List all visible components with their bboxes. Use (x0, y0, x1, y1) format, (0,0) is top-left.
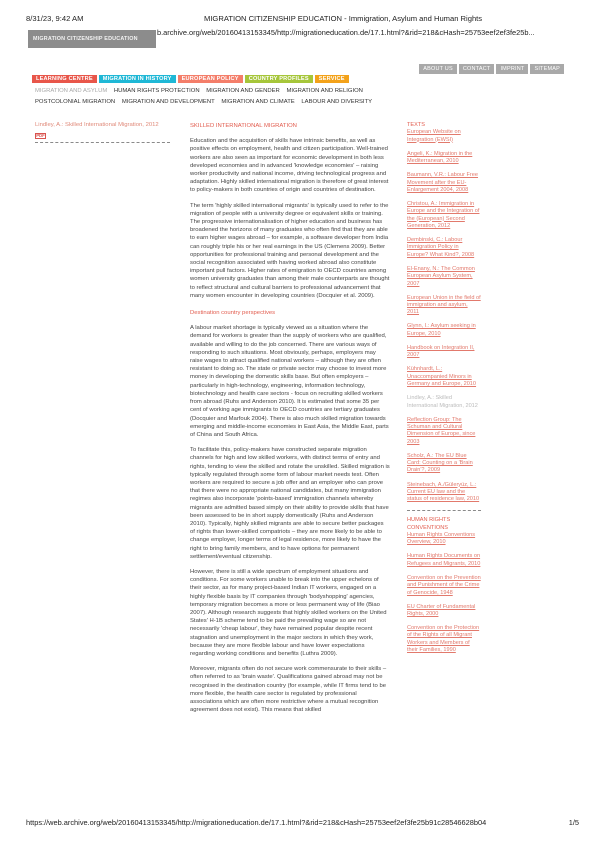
human-rights-link[interactable]: Human Rights Conventions Overview, 2010 (407, 531, 476, 546)
tab-country-profiles[interactable]: COUNTRY PROFILES (245, 75, 313, 83)
nav-about-us[interactable]: ABOUT US (419, 64, 457, 74)
right-sidebar (407, 122, 481, 661)
human-rights-link[interactable]: Convention on the Prevention and Punishment of the Crime of Genocide, 1948 (407, 574, 481, 596)
article-paragraph: To facilitate this, policy-makers have constructed separate migration channels for high and low skilled workers, with distinct terms of entry and rights, tending to view the skilled and rotate the unskilled. Skilled migration is typically regulated through some form of labour market needs test. Often workers are required to secure a job offer and an employer who can prove that there were no appropriate national candidates, but many immigration regimes also incorporate 'points-based' immigration channels whereby migrants are admitted based simply on their ability to provide skills that have been assessed to be in short supply domestically (Ruhs and Anderson 2010). Typically, highly skilled migrants are able to secure better packages of rights than lower-skilled compatriots – they are more likely to be able to change employer, longer terms of legal residence, more likely to have the right to bring family members, and to have options for permanent settlement/eventual citizenship. (190, 447, 390, 560)
subnav-row-1 (35, 88, 368, 94)
article-content (190, 122, 390, 714)
subnav-human-rights-protection[interactable]: HUMAN RIGHTS PROTECTION (113, 88, 200, 94)
tab-learning-centre[interactable]: LEARNING CENTRE (32, 75, 97, 83)
subnav-migration-and-asylum[interactable]: MIGRATION AND ASYLUM (35, 88, 108, 94)
page-number: 1/5 (568, 818, 579, 827)
texts-link[interactable]: Kühnhardt, L.: Unaccompanied Minors in Germany and Europe, 2010 (407, 366, 477, 388)
article-paragraph: A labour market shortage is typically viewed as a situation where the demand for workers is greater than the supply of workers who are qualified, available and willing to do the job concerned. There are various ways of responding to such situations. Most obviously, perhaps, employers may raise wages to attract qualified national workers – although they are often resistant to doing so. The state or private sector may choose to invest more money in developing the domestic skills base. But often employers – particularly in high-technology, engineering, information technology, biotechnology and health care sectors - focus on recruiting skilled workers from abroad (Ruhs and Anderson 2010). It is estimated that some 35 per cent of working age immigrants to OECD countries are tertiary graduates (Docquier and Marfouk 2004). There is also much skilled migration towards emerging and middle-income economies in East Asia, the Middle East, parts of China and South Africa. (190, 325, 389, 438)
article-paragraph: However, there is still a wide spectrum of employment situations and conditions. For some workers unable to break into the upper echelons of their sector, as for many project-based Indian IT workers, engaged on a highly flexible basis by IT companies through 'bodyshopping' agencies, temporary migration becomes a more or less permanent way of life (Biao 2007). Although research suggests that highly skilled workers on the United States' H-1B scheme tend to be paid the prevailing wage so are not necessarily 'cheap labour', they have remained popular despite recent stagnation and unemployment in the major sectors in which they work, because they are more flexible labour and have lower expectations regarding working conditions and benefits (Luthra 2009). (190, 568, 387, 657)
tab-migration-in-history[interactable]: MIGRATION IN HISTORY (99, 75, 176, 83)
current-article-link[interactable]: Lindley, A.: Skilled International Migration, 2012 (35, 122, 159, 128)
main-navigation (32, 75, 349, 83)
texts-link[interactable]: El-Enany, N.: The Common European Asylum System, 2007 (407, 265, 475, 287)
divider (407, 510, 481, 511)
tab-service[interactable]: SERVICE (315, 75, 349, 83)
texts-link[interactable]: Baumann, V.R.: Labour Free Movement after the EU-Enlargement 2004, 2008 (407, 172, 479, 193)
print-timestamp: 8/31/23, 9:42 AM (26, 14, 84, 23)
texts-link[interactable]: Glynn, I.: Asylum seeking in Europe, 2010 (407, 323, 476, 337)
texts-link[interactable]: Angeli, K.: Migration in the Mediterranean, 2010 (407, 150, 473, 165)
subnav-migration-and-religion[interactable]: MIGRATION AND RELIGION (286, 88, 363, 94)
nav-sitemap[interactable]: SITEMAP (530, 64, 564, 74)
subnav-postcolonial-migration[interactable]: POSTCOLONIAL MIGRATION (35, 99, 116, 105)
subnav-labour-and-diversity[interactable]: LABOUR AND DIVERSITY (301, 99, 373, 105)
article-paragraph: Moreover, migrants often do not secure work commensurate to their skills – often referred to as 'brain waste'. Qualifications gained abroad may not be recognised in the destination country (for example, while IT firms tend to be more flexible, the health care sector is regulated by professional associations which are often more restrictive where a mutual recognition agreement does not exist). This means that skilled (190, 666, 387, 714)
print-footer (26, 818, 579, 827)
texts-link[interactable]: Handbook on Integration II, 2007 (407, 344, 475, 359)
subnav-row-2 (35, 99, 377, 105)
subnav-migration-and-climate[interactable]: MIGRATION AND CLIMATE (221, 99, 295, 105)
texts-link[interactable]: Reflection Group: The Schuman and Cultural Dimension of Europe, since 2003 (407, 416, 476, 445)
nav-contact[interactable]: CONTACT (459, 64, 495, 74)
subnav-migration-and-gender[interactable]: MIGRATION AND GENDER (206, 88, 280, 94)
left-column (35, 122, 170, 143)
human-rights-heading: HUMAN RIGHTS CONVENTIONS (407, 517, 451, 531)
print-footer-url: https://web.archive.org/web/20160413153345/http://migrationeducation.de/17.1.html?&rid=218&cHash=25753eef2ef3fe25b91c28546628b04 (26, 818, 487, 827)
texts-link-current: Lindley, A.: Skilled International Migration, 2012 (407, 395, 478, 409)
human-rights-link[interactable]: Human Rights Documents on Refugees and Migrants, 2010 (407, 553, 481, 567)
article-paragraph: Education and the acquisition of skills have intrinsic benefits, as well as positive effects on employment, health and citizen participation. Well-trained workers are also seen as important for economic development in both less developed economies and in advanced 'knowledge economies' – raising worker productivity and national income, driving technological progress and adaptation. Highly skilled international migration is therefore of great interest to policy-makers in both countries of origin and countries of destination. (190, 138, 389, 194)
texts-link[interactable]: Dembinski, C.: Labour Immigration Policy in Europe? What Kind?, 2008 (407, 237, 475, 258)
article-heading: SKILLED INTERNATIONAL MIGRATION (190, 123, 297, 129)
tab-european-policy[interactable]: EUROPEAN POLICY (178, 75, 243, 83)
subnav-migration-and-development[interactable]: MIGRATION AND DEVELOPMENT (121, 99, 215, 105)
print-header (26, 14, 581, 26)
print-title: MIGRATION CITIZENSHIP EDUCATION - Immigration, Asylum and Human Rights (204, 14, 483, 23)
nav-imprint[interactable]: IMPRINT (496, 64, 528, 74)
divider (35, 142, 170, 143)
page-url: b.archive.org/web/20160413153345/http://migrationeducation.de/17.1.html?&rid=218&cHash=25753eef2ef3fe25b... (157, 28, 535, 37)
texts-link[interactable]: European Union in the field of immigration and asylum, 2011 (407, 294, 481, 316)
texts-link[interactable]: European Website on Integration (EWSI) (407, 129, 461, 143)
texts-heading: TEXTS (407, 122, 426, 128)
texts-link[interactable]: Christou, A.: Immigration in Europe and the Integration of the (European) Second Generation, 2012 (407, 201, 480, 229)
human-rights-link[interactable]: Convention on the Protection of the Rights of all Migrant Workers and Members of their Families, 1990 (407, 625, 480, 654)
article-paragraph: The term 'highly skilled international migrants' is typically used to refer to the migration of people with a university degree or equivalent skills or training. The progressive internationalisation of higher education and business has broadened the horizons of many graduates who often find that they are able to earn higher wages abroad – for example, a software developer from India can roughly triple his or her real earnings in the US (Clemens 2009). Better opportunities for professional training and personal development and the social recognition associated with having worked abroad also constitute important pull factors. Higher rates of emigration to OECD countries among women university graduates than among their male counterparts are thought to reflect structural and cultural barriers to professional advancement that many women encounter in developing countries (Docquier et al. 2009). (190, 202, 390, 299)
article-subheading: Destination country perspectives (190, 310, 276, 317)
top-navigation (419, 64, 564, 74)
pdf-icon[interactable]: PDF (36, 133, 45, 138)
site-logo[interactable]: MIGRATION CITIZENSHIP EDUCATION (28, 30, 156, 48)
texts-link[interactable]: Steinebach, A./Güleryüz, L.: Current EU law and the status of residence law, 2010 (407, 481, 480, 503)
texts-link[interactable]: Scholz, A.: The EU Blue Card: Counting on a 'Brain Drain'?, 2009 (407, 452, 473, 474)
human-rights-link[interactable]: EU Charter of Fundamental Rights, 2000 (407, 603, 476, 617)
